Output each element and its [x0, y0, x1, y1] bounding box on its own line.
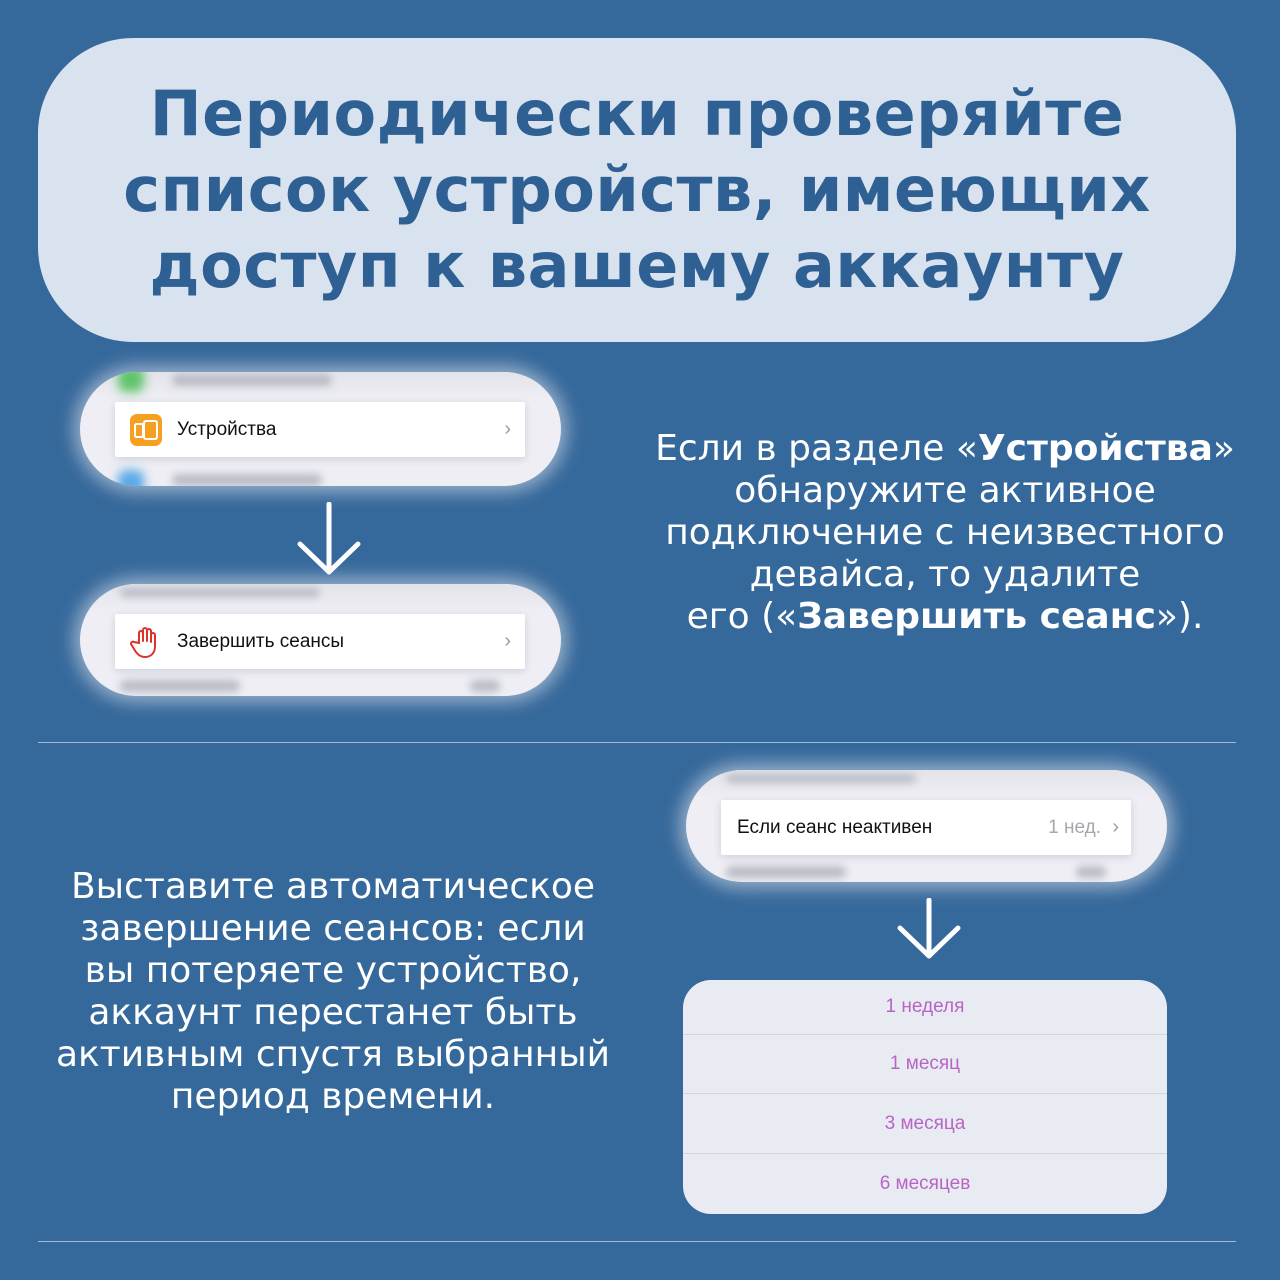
- title-card: [38, 38, 1236, 342]
- blurred-section-header: [120, 588, 320, 597]
- arrow-down-icon: [896, 898, 962, 960]
- instructions-line-1: Если в разделе «Устройства»: [655, 428, 1235, 469]
- auto-line-4: аккаунт перестанет быть: [88, 992, 578, 1033]
- instructions-line-2: обнаружите активное: [734, 470, 1156, 511]
- devices-screenshot: [80, 372, 561, 486]
- devices-label: Устройства: [177, 418, 277, 440]
- terminate-screenshot: [80, 584, 561, 696]
- inactive-session-value: 1 нед.: [1048, 816, 1101, 838]
- blurred-row-top: [172, 374, 332, 386]
- inactive-session-label: Если сеанс неактивен: [737, 816, 933, 838]
- instructions-line-3: подключение с неизвестного: [665, 512, 1225, 553]
- blurred-icon-top: [118, 372, 144, 392]
- auto-line-5: активным спустя выбранный: [55, 1034, 611, 1075]
- auto-line-3: вы потеряете устройство,: [84, 950, 582, 991]
- blurred-row-bottom: [726, 866, 846, 878]
- blurred-value-bottom: [1076, 866, 1106, 878]
- instructions-line-4: девайса, то удалите: [749, 554, 1141, 595]
- auto-line-2: завершение сеансов: если: [80, 908, 586, 949]
- blurred-row-bottom: [120, 680, 240, 692]
- title-line-2: список устройств, имеющих: [123, 153, 1151, 226]
- devices-instructions: [640, 428, 1250, 638]
- period-options-menu: [683, 980, 1167, 1214]
- auto-termination-instructions: [20, 866, 646, 1118]
- blurred-value-bottom: [470, 680, 500, 692]
- hand-stop-icon: [129, 625, 163, 659]
- option-1-week[interactable]: 1 неделя: [683, 980, 1167, 1035]
- terminate-sessions-label: Завершить сеансы: [177, 630, 345, 652]
- chevron-right-icon: ›: [504, 418, 511, 440]
- option-6-months[interactable]: 6 месяцев: [879, 1173, 971, 1194]
- instructions-line-5: его («Завершить сеанс»).: [686, 596, 1204, 637]
- terminate-emphasis: Завершить сеанс: [797, 596, 1156, 637]
- devices-row[interactable]: [115, 402, 525, 457]
- inactive-session-row[interactable]: [721, 800, 1131, 855]
- terminate-sessions-row[interactable]: [115, 614, 525, 669]
- chevron-right-icon: ›: [1112, 816, 1119, 838]
- devices-icon: [129, 413, 163, 447]
- option-1-month[interactable]: 1 месяц: [683, 1035, 1167, 1094]
- title-line-1: Периодически проверяйте: [149, 77, 1125, 150]
- auto-line-6: период времени.: [170, 1076, 496, 1117]
- section-divider-top: [38, 742, 1236, 743]
- arrow-down-icon: [296, 502, 362, 576]
- devices-emphasis: Устройства: [977, 428, 1213, 469]
- blurred-icon-bottom: [118, 470, 144, 486]
- blurred-section-header: [726, 774, 916, 783]
- inactive-session-screenshot: [686, 770, 1167, 882]
- auto-line-1: Выставите автоматическое: [70, 866, 596, 907]
- option-3-months[interactable]: 3 месяца: [683, 1094, 1167, 1154]
- title-line-3: доступ к вашему аккаунту: [149, 229, 1125, 302]
- section-divider-bottom: [38, 1241, 1236, 1242]
- blurred-row-bottom: [172, 474, 322, 486]
- chevron-right-icon: ›: [504, 630, 511, 652]
